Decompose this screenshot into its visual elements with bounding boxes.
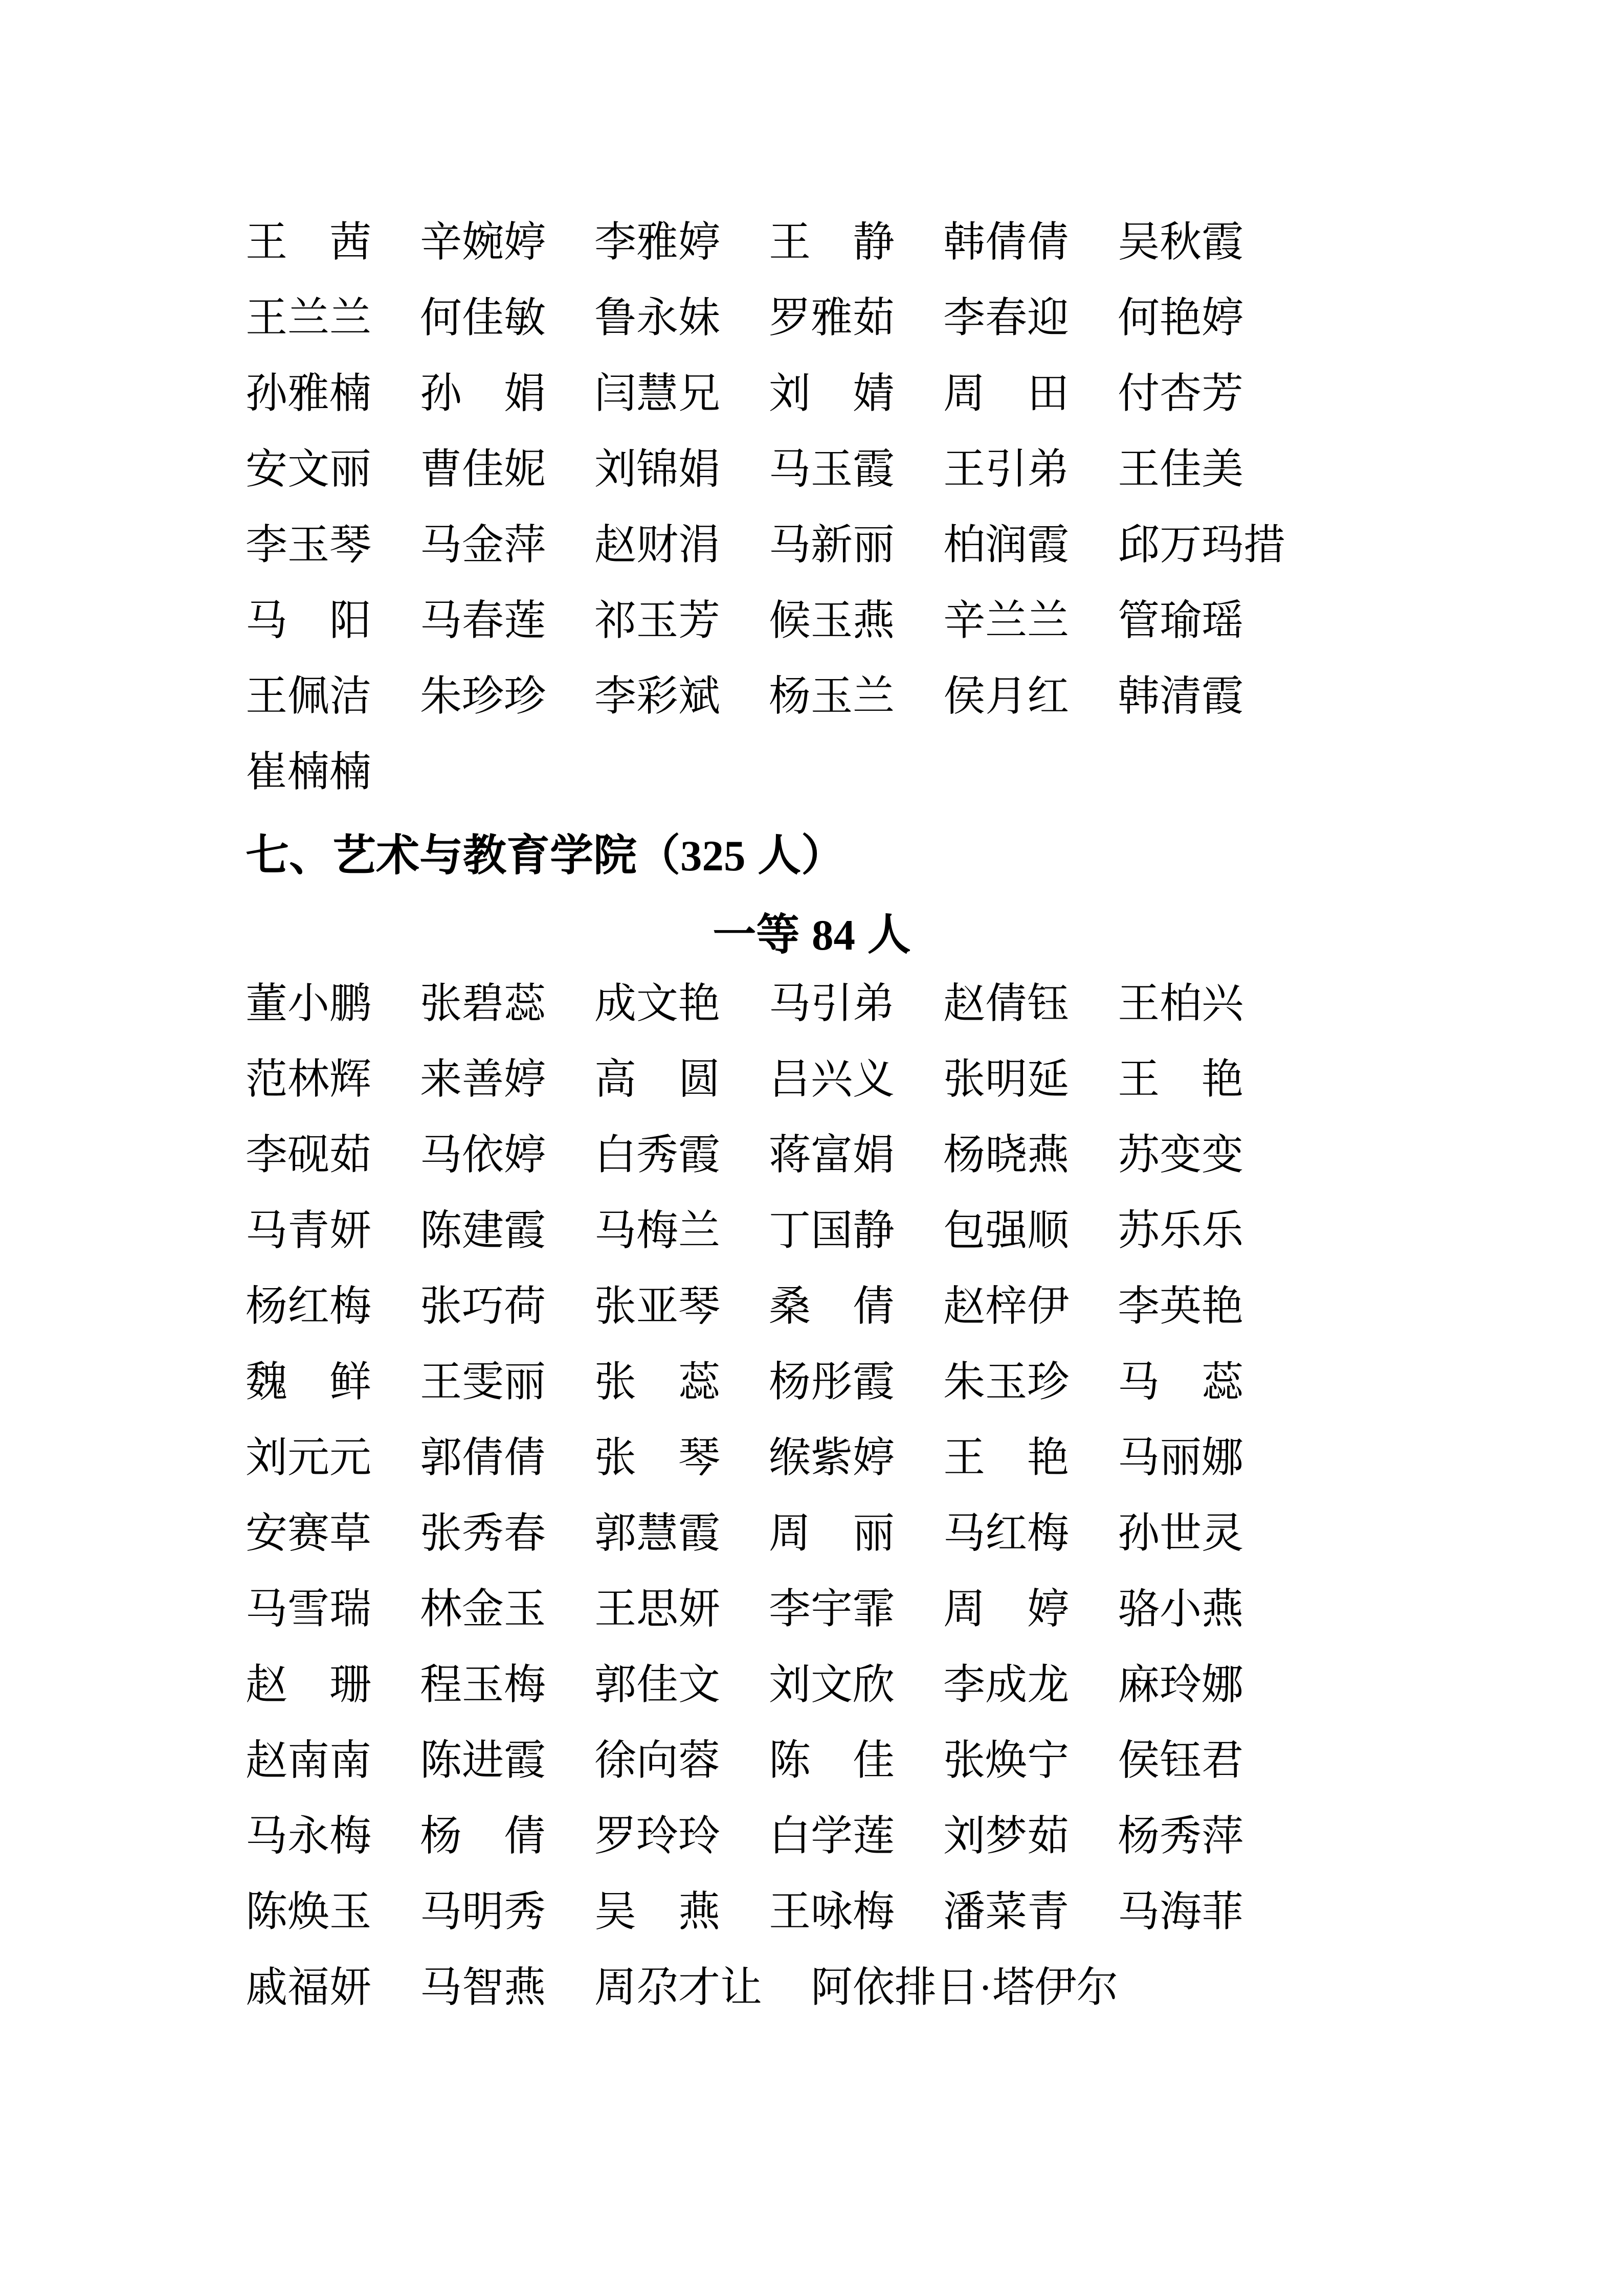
name-row [246, 1723, 1378, 1798]
name-row [246, 1496, 1378, 1571]
person-name: 赵财涓 [594, 522, 721, 568]
section-title-text: 七、艺术与教育学院（ [246, 831, 681, 880]
name-row [246, 1042, 1378, 1117]
name-row [246, 356, 1378, 432]
name-row [246, 432, 1378, 507]
person-name: 李春迎 [943, 295, 1070, 341]
person-name: 马红梅 [943, 1510, 1070, 1557]
person-name: 马雪瑞 [246, 1586, 372, 1632]
name-row [246, 205, 1378, 280]
person-name: 刘元元 [246, 1434, 372, 1481]
name-row [246, 1950, 1378, 2025]
name-row [246, 507, 1378, 583]
person-name: 管瑜瑶 [1118, 597, 1244, 644]
person-name: 韩倩倩 [943, 219, 1070, 265]
person-name: 安赛草 [246, 1510, 372, 1557]
person-name: 程玉梅 [420, 1661, 546, 1708]
person-name: 王 艳 [943, 1434, 1070, 1481]
person-name: 苏乐乐 [1118, 1207, 1244, 1254]
person-name: 刘梦茹 [943, 1813, 1070, 1859]
person-name: 周 田 [943, 370, 1070, 417]
section-title [246, 823, 1378, 889]
person-name: 陈进霞 [420, 1737, 546, 1784]
person-name: 马引弟 [769, 980, 895, 1027]
person-name: 王柏兴 [1118, 980, 1244, 1027]
person-name: 马新丽 [769, 522, 895, 568]
person-name: 魏 鲜 [246, 1359, 372, 1405]
person-name: 张巧荷 [420, 1283, 546, 1330]
person-name: 潘菜青 [943, 1888, 1070, 1935]
person-name: 吕兴义 [769, 1056, 895, 1102]
person-name: 张 琴 [594, 1434, 721, 1481]
person-name: 李雅婷 [594, 219, 721, 265]
grade-title-text: 一等 [713, 911, 812, 959]
person-name: 张焕宁 [943, 1737, 1070, 1784]
name-row [246, 1647, 1378, 1723]
person-name: 马金萍 [420, 522, 546, 568]
person-name: 杨晓燕 [943, 1132, 1070, 1178]
person-name: 王佩洁 [246, 673, 372, 719]
name-row [246, 1798, 1378, 1874]
name-row [246, 280, 1378, 356]
person-name: 阿依排日·塔伊尔 [811, 1964, 1119, 2011]
person-name: 周尕才让 [594, 1964, 763, 2011]
person-name: 邱万玛措 [1118, 522, 1286, 568]
person-name: 马青妍 [246, 1207, 372, 1254]
person-name: 杨玉兰 [769, 673, 895, 719]
person-name: 戚福妍 [246, 1964, 372, 2011]
person-name: 陈焕玉 [246, 1888, 372, 1935]
name-row [246, 583, 1378, 659]
person-name: 白秀霞 [594, 1132, 721, 1178]
name-row [246, 1874, 1378, 1950]
person-name: 张亚琴 [594, 1283, 721, 1330]
name-row [246, 1571, 1378, 1647]
person-name: 麻玲娜 [1118, 1661, 1244, 1708]
name-row [246, 1269, 1378, 1344]
person-name: 范林辉 [246, 1056, 372, 1102]
person-name: 闫慧兄 [594, 370, 721, 417]
person-name: 侯月红 [943, 673, 1070, 719]
person-name: 徐向蓉 [594, 1737, 721, 1784]
person-name: 安文丽 [246, 446, 372, 492]
person-name: 刘文欣 [769, 1661, 895, 1708]
person-name: 罗玲玲 [594, 1813, 721, 1859]
continuation-name-grid [246, 205, 1378, 810]
person-name: 李英艳 [1118, 1283, 1244, 1330]
person-name: 林金玉 [420, 1586, 546, 1632]
person-name: 李宇霏 [769, 1586, 895, 1632]
person-name: 候玉燕 [769, 597, 895, 644]
person-name: 祁玉芳 [594, 597, 721, 644]
person-name: 鲁永妹 [594, 295, 721, 341]
name-row [246, 1344, 1378, 1420]
person-name: 辛婉婷 [420, 219, 546, 265]
person-name: 赵 珊 [246, 1661, 372, 1708]
person-name: 王雯丽 [420, 1359, 546, 1405]
person-name: 王咏梅 [769, 1888, 895, 1935]
person-name: 王 静 [769, 219, 895, 265]
person-name: 赵南南 [246, 1737, 372, 1784]
person-name: 王思妍 [594, 1586, 721, 1632]
person-name: 周 丽 [769, 1510, 895, 1557]
person-name: 李砚茹 [246, 1132, 372, 1178]
person-name: 马春莲 [420, 597, 546, 644]
person-name: 杨红梅 [246, 1283, 372, 1330]
person-name: 马永梅 [246, 1813, 372, 1859]
name-row [246, 1117, 1378, 1193]
person-name: 马明秀 [420, 1888, 546, 1935]
person-name: 崔楠楠 [246, 749, 372, 795]
name-row [246, 734, 1378, 810]
person-name: 包强顺 [943, 1207, 1070, 1254]
person-name: 李彩斌 [594, 673, 721, 719]
name-row [246, 1420, 1378, 1496]
person-name: 刘 婧 [769, 370, 895, 417]
person-name: 苏变变 [1118, 1132, 1244, 1178]
person-name: 孙世灵 [1118, 1510, 1244, 1557]
person-name: 马 蕊 [1118, 1359, 1244, 1405]
section-title-suffix: 人） [745, 831, 845, 880]
person-name: 何佳敏 [420, 295, 546, 341]
person-name: 王引弟 [943, 446, 1070, 492]
person-name: 马玉霞 [769, 446, 895, 492]
name-row [246, 966, 1378, 1042]
person-name: 蒋富娟 [769, 1132, 895, 1178]
person-name: 张 蕊 [594, 1359, 721, 1405]
person-name: 陈 佳 [769, 1737, 895, 1784]
person-name: 郭慧霞 [594, 1510, 721, 1557]
person-name: 马梅兰 [594, 1207, 721, 1254]
person-name: 陈建霞 [420, 1207, 546, 1254]
person-name: 柏润霞 [943, 522, 1070, 568]
person-name: 吴秋霞 [1118, 219, 1244, 265]
person-name: 来善婷 [420, 1056, 546, 1102]
person-name: 丁国静 [769, 1207, 895, 1254]
person-name: 骆小燕 [1118, 1586, 1244, 1632]
person-name: 马海菲 [1118, 1888, 1244, 1935]
person-name: 马丽娜 [1118, 1434, 1244, 1481]
person-name: 马 阳 [246, 597, 372, 644]
person-name: 周 婷 [943, 1586, 1070, 1632]
person-name: 付杏芳 [1118, 370, 1244, 417]
person-name: 马依婷 [420, 1132, 546, 1178]
grade-title [246, 905, 1378, 966]
person-name: 辛兰兰 [943, 597, 1070, 644]
person-name: 李成龙 [943, 1661, 1070, 1708]
person-name: 董小鹏 [246, 980, 372, 1027]
person-name: 王兰兰 [246, 295, 372, 341]
person-name: 赵梓伊 [943, 1283, 1070, 1330]
person-name: 高 圆 [594, 1056, 721, 1102]
person-name: 何艳婷 [1118, 295, 1244, 341]
person-name: 缑紫婷 [769, 1434, 895, 1481]
person-name: 白学莲 [769, 1813, 895, 1859]
person-name: 侯钰君 [1118, 1737, 1244, 1784]
name-row [246, 659, 1378, 734]
person-name: 孙 娟 [420, 370, 546, 417]
section-title-count: 325 [680, 832, 746, 880]
grade-title-count: 84 [812, 911, 855, 959]
person-name: 李玉琴 [246, 522, 372, 568]
person-name: 杨 倩 [420, 1813, 546, 1859]
person-name: 杨秀萍 [1118, 1813, 1244, 1859]
person-name: 王 艳 [1118, 1056, 1244, 1102]
person-name: 曹佳妮 [420, 446, 546, 492]
person-name: 马智燕 [420, 1964, 546, 2011]
person-name: 孙雅楠 [246, 370, 372, 417]
person-name: 刘锦娟 [594, 446, 721, 492]
person-name: 郭倩倩 [420, 1434, 546, 1481]
person-name: 吴 燕 [594, 1888, 721, 1935]
grade-title-suffix: 人 [855, 911, 911, 959]
person-name: 成文艳 [594, 980, 721, 1027]
person-name: 张碧蕊 [420, 980, 546, 1027]
person-name: 杨彤霞 [769, 1359, 895, 1405]
person-name: 张明延 [943, 1056, 1070, 1102]
person-name: 朱珍珍 [420, 673, 546, 719]
person-name: 郭佳文 [594, 1661, 721, 1708]
name-row [246, 1193, 1378, 1269]
person-name: 赵倩钰 [943, 980, 1070, 1027]
person-name: 王 茜 [246, 219, 372, 265]
person-name: 韩清霞 [1118, 673, 1244, 719]
person-name: 朱玉珍 [943, 1359, 1070, 1405]
person-name: 张秀春 [420, 1510, 546, 1557]
person-name: 桑 倩 [769, 1283, 895, 1330]
first-grade-name-grid [246, 966, 1378, 2025]
person-name: 罗雅茹 [769, 295, 895, 341]
person-name: 王佳美 [1118, 446, 1244, 492]
